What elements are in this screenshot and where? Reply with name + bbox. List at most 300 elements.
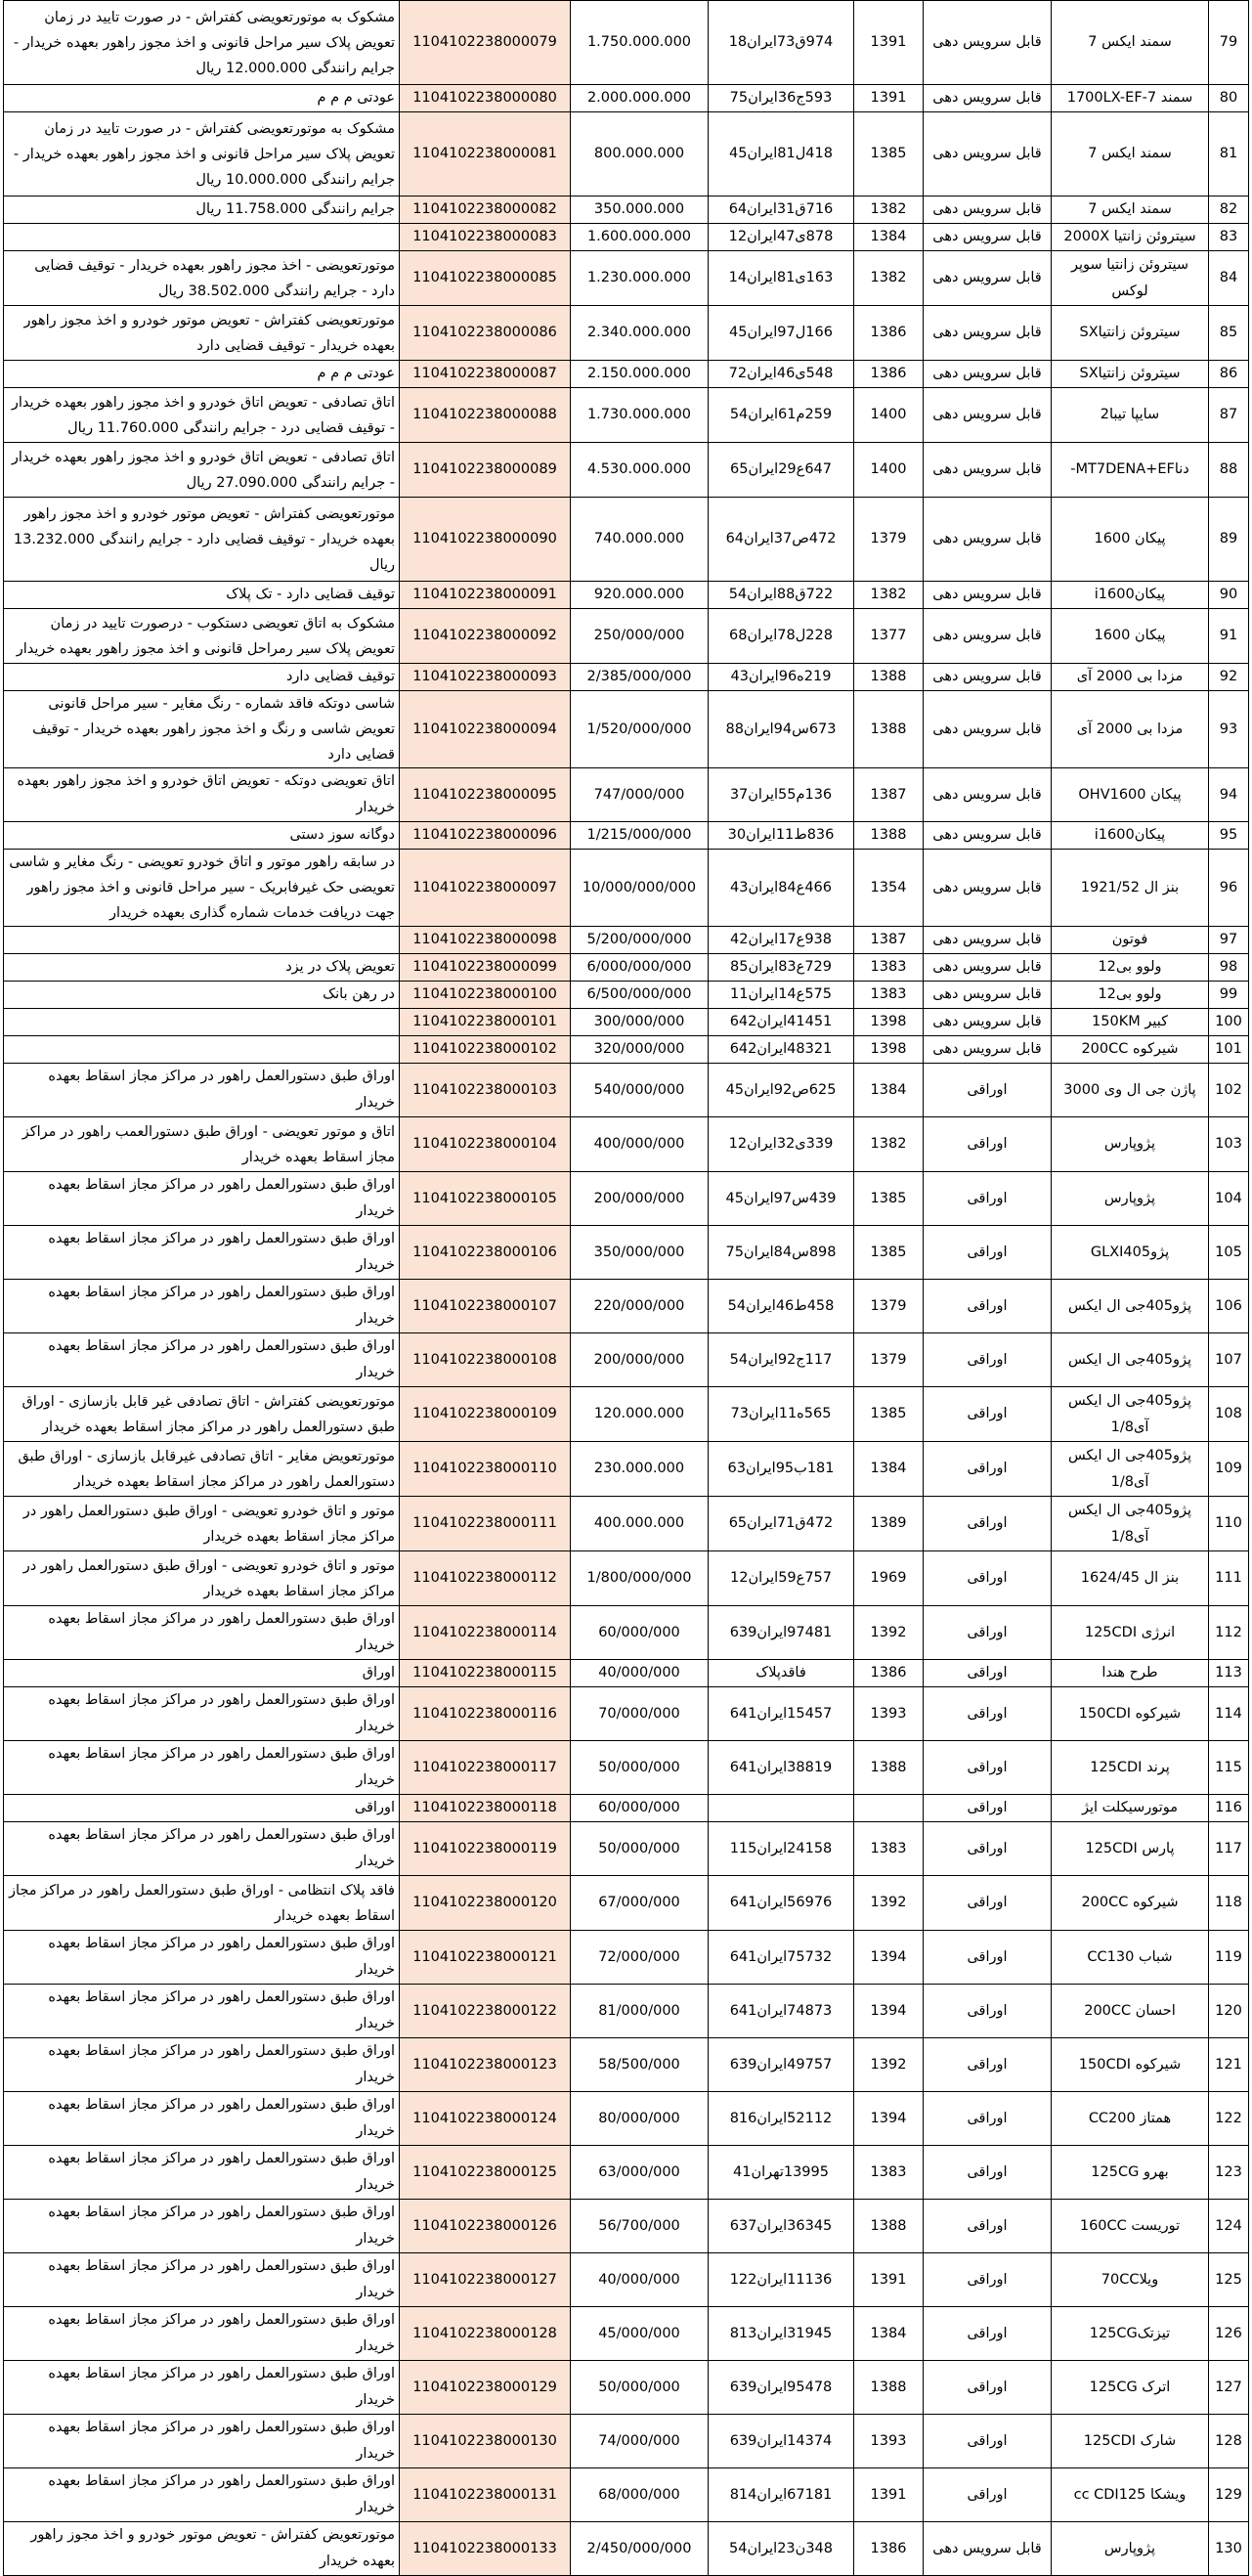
row-number: 98 [1209, 954, 1249, 982]
table-row [4, 1741, 1249, 1795]
vehicle-status: اوراقی [924, 1442, 1052, 1497]
vehicle-name: پاژن جی ال وی 3000 [1052, 1064, 1209, 1117]
model-year: 1384 [854, 2307, 924, 2361]
lot-code: 1104102238000088 [400, 388, 571, 443]
plate-number: 166ل97ایران45 [709, 306, 854, 361]
model-year: 1388 [854, 691, 924, 768]
description: اتاق تصادفی - تعویض اتاق خودرو و اخذ مجوز راهور بعهده خریدار - جرایم رانندگی 27.090.000 ریال [4, 443, 400, 498]
model-year: 1385 [854, 112, 924, 196]
vehicle-status: قابل سرویس دهی [924, 954, 1052, 982]
row-number: 86 [1209, 361, 1249, 388]
vehicle-status: قابل سرویس دهی [924, 850, 1052, 927]
model-year: 1379 [854, 1333, 924, 1387]
model-year: 1391 [854, 2253, 924, 2307]
description: اوراق طبق دستورالعمل راهور در مراکز مجاز اسقاط بعهده خریدار [4, 1741, 400, 1795]
vehicle-status: قابل سرویس دهی [924, 196, 1052, 224]
description: اوراق طبق دستورالعمل راهور در مراکز مجاز اسقاط بعهده خریدار [4, 2253, 400, 2307]
row-number: 124 [1209, 2200, 1249, 2253]
base-price: 74/000/000 [571, 2415, 709, 2468]
model-year: 1384 [854, 224, 924, 251]
base-price: 40/000/000 [571, 2253, 709, 2307]
vehicle-name: پژو405جی ال ایکس آی1/8 [1052, 1387, 1209, 1442]
base-price: 2.340.000.000 [571, 306, 709, 361]
description: موتورتعویض کفتراش - تعویض موتور خودرو و اخذ مجوز راهور بعهده خریدار [4, 2522, 400, 2576]
vehicle-status: قابل سرویس دهی [924, 1009, 1052, 1036]
row-number: 105 [1209, 1226, 1249, 1280]
base-price: 63/000/000 [571, 2146, 709, 2200]
plate-number: 163ی81ایران14 [709, 251, 854, 306]
row-number: 100 [1209, 1009, 1249, 1036]
description: عودتی م م م [4, 85, 400, 112]
lot-code: 1104102238000133 [400, 2522, 571, 2576]
description: تعویض پلاک در یزد [4, 954, 400, 982]
vehicle-status: اوراقی [924, 1660, 1052, 1687]
model-year: 1383 [854, 954, 924, 982]
vehicle-name: سمند ایکس 7 [1052, 112, 1209, 196]
table-row [4, 1551, 1249, 1606]
table-row [4, 927, 1249, 954]
lot-code: 1104102238000129 [400, 2361, 571, 2415]
model-year: 1384 [854, 1442, 924, 1497]
description: موتور و اتاق خودرو تعویضی - اوراق طبق دستورالعمل راهور در مراکز مجاز اسقاط بعهده خریدار [4, 1497, 400, 1551]
model-year: 1388 [854, 2200, 924, 2253]
vehicle-name: بنز ال 1921/52 [1052, 850, 1209, 927]
description: موتورتعویضی کفتراش - اتاق تصادفی غیر قابل بازسازی - اوراق طبق دستورالعمل راهور در مراکز مجاز اسقاط بعهده خریدار [4, 1387, 400, 1442]
lot-code: 1104102238000093 [400, 664, 571, 691]
vehicle-status: اوراقی [924, 1876, 1052, 1931]
table-row [4, 1660, 1249, 1687]
description: اوراقی [4, 1795, 400, 1822]
plate-number: 472ق71ایران65 [709, 1497, 854, 1551]
row-number: 125 [1209, 2253, 1249, 2307]
lot-code: 1104102238000104 [400, 1117, 571, 1172]
plate-number: 41451ایران642 [709, 1009, 854, 1036]
base-price: 747/000/000 [571, 768, 709, 822]
lot-code: 1104102238000117 [400, 1741, 571, 1795]
vehicle-name: سیتروئن زانتیاSX [1052, 361, 1209, 388]
base-price: 1/520/000/000 [571, 691, 709, 768]
row-number: 95 [1209, 822, 1249, 850]
vehicle-name: مزدا بی 2000 آی [1052, 664, 1209, 691]
plate-number: 15457ایران641 [709, 1687, 854, 1741]
base-price: 350.000.000 [571, 196, 709, 224]
table-row [4, 1172, 1249, 1226]
model-year: 1391 [854, 2468, 924, 2522]
vehicle-status: اوراقی [924, 1741, 1052, 1795]
plate-number: 136م55ایران37 [709, 768, 854, 822]
table-row [4, 2522, 1249, 2576]
model-year: 1400 [854, 388, 924, 443]
plate-number: 466ع84ایران43 [709, 850, 854, 927]
base-price: 70/000/000 [571, 1687, 709, 1741]
plate-number: 74873ایران641 [709, 1985, 854, 2038]
plate-number: 647ع29ایران65 [709, 443, 854, 498]
base-price: 350/000/000 [571, 1226, 709, 1280]
vehicle-name: پیکان 1600 [1052, 498, 1209, 582]
row-number: 122 [1209, 2092, 1249, 2146]
vehicle-status: قابل سرویس دهی [924, 112, 1052, 196]
vehicle-name: ویلا70CC [1052, 2253, 1209, 2307]
model-year: 1383 [854, 2146, 924, 2200]
base-price: 50/000/000 [571, 2361, 709, 2415]
base-price: 68/000/000 [571, 2468, 709, 2522]
plate-number: 11136ایران122 [709, 2253, 854, 2307]
row-number: 109 [1209, 1442, 1249, 1497]
vehicle-name: مزدا بی 2000 آی [1052, 691, 1209, 768]
plate-number [709, 1795, 854, 1822]
vehicle-name: طرح هندا [1052, 1660, 1209, 1687]
description: مشکوک به اتاق تعویضی دستکوب - درصورت تایید در زمان تعویض پلاک سیر رمراحل قانونی و اخذ مجوز راهور بعهده خریدار [4, 609, 400, 664]
table-row [4, 112, 1249, 196]
table-row [4, 2468, 1249, 2522]
description: اوراق طبق دستورالعمل راهور در مراکز مجاز اسقاط بعهده خریدار [4, 2200, 400, 2253]
lot-code: 1104102238000080 [400, 85, 571, 112]
lot-code: 1104102238000120 [400, 1876, 571, 1931]
row-number: 110 [1209, 1497, 1249, 1551]
lot-code: 1104102238000079 [400, 1, 571, 85]
lot-code: 1104102238000106 [400, 1226, 571, 1280]
description: مشکوک به موتورتعویضی کفتراش - در صورت تایید در زمان تعویض پلاک سیر مراحل قانونی و اخذ مجوز راهور بعهده خریدار - جرایم رانندگی 10.000.000 ریال [4, 112, 400, 196]
vehicle-name: بنز ال 1624/45 [1052, 1551, 1209, 1606]
description: موتورتعویض مغایر - اتاق تصادفی غیرقابل بازسازی - اوراق طبق دستورالعمل راهور در مراکز مجاز اسقاط بعهده خریدار [4, 1442, 400, 1497]
vehicle-status: اوراقی [924, 1606, 1052, 1660]
model-year: 1385 [854, 1172, 924, 1226]
plate-number: 472ص37ایران64 [709, 498, 854, 582]
base-price: 81/000/000 [571, 1985, 709, 2038]
model-year: 1388 [854, 822, 924, 850]
vehicle-name: پرند 125CDI [1052, 1741, 1209, 1795]
table-row [4, 196, 1249, 224]
plate-number: 75732ایران641 [709, 1931, 854, 1985]
vehicle-name: ولوو بی12 [1052, 954, 1209, 982]
row-number: 127 [1209, 2361, 1249, 2415]
row-number: 117 [1209, 1822, 1249, 1876]
description: مشکوک به موتورتعویضی کفتراش - در صورت تایید در زمان تعویض پلاک سیر مراحل قانونی و اخذ مجوز راهور بعهده خریدار - جرایم رانندگی 12.000.000 ریال [4, 1, 400, 85]
table-row [4, 1795, 1249, 1822]
lot-code: 1104102238000090 [400, 498, 571, 582]
plate-number: 67181ایران814 [709, 2468, 854, 2522]
model-year: 1386 [854, 306, 924, 361]
vehicle-name: پژو405جی ال ایکس آی1/8 [1052, 1442, 1209, 1497]
base-price: 2.150.000.000 [571, 361, 709, 388]
lot-code: 1104102238000131 [400, 2468, 571, 2522]
model-year: 1400 [854, 443, 924, 498]
base-price: 80/000/000 [571, 2092, 709, 2146]
plate-number: 938ع17ایران42 [709, 927, 854, 954]
vehicle-name: پژو405جی ال ایکس آی1/8 [1052, 1497, 1209, 1551]
row-number: 115 [1209, 1741, 1249, 1795]
description: اوراق طبق دستورالعمل راهور در مراکز مجاز اسقاط بعهده خریدار [4, 1931, 400, 1985]
lot-code: 1104102238000083 [400, 224, 571, 251]
plate-number: 716ق31ایران64 [709, 196, 854, 224]
lot-code: 1104102238000099 [400, 954, 571, 982]
vehicle-status: قابل سرویس دهی [924, 664, 1052, 691]
vehicle-status: قابل سرویس دهی [924, 927, 1052, 954]
base-price: 740.000.000 [571, 498, 709, 582]
vehicle-name: همتاز CC200 [1052, 2092, 1209, 2146]
lot-code: 1104102238000122 [400, 1985, 571, 2038]
vehicle-status: اوراقی [924, 2146, 1052, 2200]
description: فاقد پلاک انتظامی - اوراق طبق دستورالعمل راهور در مراکز مجاز اسقاط بعهده خریدار [4, 1876, 400, 1931]
vehicle-status: اوراقی [924, 2092, 1052, 2146]
plate-number: 575ع14ایران11 [709, 982, 854, 1009]
lot-code: 1104102238000111 [400, 1497, 571, 1551]
model-year: 1354 [854, 850, 924, 927]
table-row [4, 1497, 1249, 1551]
base-price: 1/800/000/000 [571, 1551, 709, 1606]
base-price: 200/000/000 [571, 1333, 709, 1387]
row-number: 92 [1209, 664, 1249, 691]
vehicle-name: انرژی 125CDI [1052, 1606, 1209, 1660]
base-price: 230.000.000 [571, 1442, 709, 1497]
plate-number: 49757ایران639 [709, 2038, 854, 2092]
row-number: 121 [1209, 2038, 1249, 2092]
base-price: 10/000/000/000 [571, 850, 709, 927]
vehicle-name: اترک 125CG [1052, 2361, 1209, 2415]
vehicle-status: قابل سرویس دهی [924, 1036, 1052, 1064]
table-row [4, 768, 1249, 822]
model-year: 1377 [854, 609, 924, 664]
model-year: 1398 [854, 1036, 924, 1064]
lot-code: 1104102238000092 [400, 609, 571, 664]
base-price: 60/000/000 [571, 1795, 709, 1822]
base-price: 6/000/000/000 [571, 954, 709, 982]
vehicle-status: اوراقی [924, 1387, 1052, 1442]
plate-number: 458ط46ایران54 [709, 1280, 854, 1333]
table-row [4, 2038, 1249, 2092]
vehicle-status: قابل سرویس دهی [924, 691, 1052, 768]
table-row [4, 224, 1249, 251]
table-row [4, 582, 1249, 609]
description: اوراق طبق دستورالعمل راهور در مراکز مجاز اسقاط بعهده خریدار [4, 1687, 400, 1741]
plate-number: 673س94ایران88 [709, 691, 854, 768]
description [4, 1036, 400, 1064]
table-row [4, 850, 1249, 927]
lot-code: 1104102238000094 [400, 691, 571, 768]
vehicle-status: قابل سرویس دهی [924, 224, 1052, 251]
row-number: 85 [1209, 306, 1249, 361]
table-row [4, 1280, 1249, 1333]
plate-number: 439س97ایران45 [709, 1172, 854, 1226]
row-number: 99 [1209, 982, 1249, 1009]
description [4, 927, 400, 954]
plate-number: 228ل78ایران68 [709, 609, 854, 664]
table-body [4, 1, 1249, 2576]
vehicle-name: توریست 160CC [1052, 2200, 1209, 2253]
table-row [4, 306, 1249, 361]
vehicle-status: اوراقی [924, 1985, 1052, 2038]
row-number: 84 [1209, 251, 1249, 306]
row-number: 126 [1209, 2307, 1249, 2361]
row-number: 123 [1209, 2146, 1249, 2200]
vehicle-status: اوراقی [924, 2200, 1052, 2253]
lot-code: 1104102238000112 [400, 1551, 571, 1606]
table-row [4, 1, 1249, 85]
table-row [4, 1333, 1249, 1387]
lot-code: 1104102238000103 [400, 1064, 571, 1117]
base-price: 2.000.000.000 [571, 85, 709, 112]
model-year: 1389 [854, 1497, 924, 1551]
model-year: 1382 [854, 1117, 924, 1172]
row-number: 88 [1209, 443, 1249, 498]
model-year: 1394 [854, 1985, 924, 2038]
base-price: 540/000/000 [571, 1064, 709, 1117]
row-number: 101 [1209, 1036, 1249, 1064]
description: اوراق طبق دستورالعمل راهور در مراکز مجاز اسقاط بعهده خریدار [4, 2415, 400, 2468]
description: اوراق طبق دستورالعمل راهور در مراکز مجاز اسقاط بعهده خریدار [4, 2361, 400, 2415]
base-price: 2/385/000/000 [571, 664, 709, 691]
vehicle-name: پژوپارس [1052, 2522, 1209, 2576]
description: اوراق طبق دستورالعمل راهور در مراکز مجاز اسقاط بعهده خریدار [4, 1280, 400, 1333]
row-number: 93 [1209, 691, 1249, 768]
model-year: 1384 [854, 1064, 924, 1117]
model-year: 1393 [854, 1687, 924, 1741]
vehicle-name: پژوپارس [1052, 1172, 1209, 1226]
plate-number: 418ل81ایران45 [709, 112, 854, 196]
row-number: 108 [1209, 1387, 1249, 1442]
vehicle-name: سمند 1700LX-EF-7 [1052, 85, 1209, 112]
description: توقیف قضایی دارد [4, 664, 400, 691]
vehicle-name: سیتروئن زانتیاSX [1052, 306, 1209, 361]
table-row [4, 1117, 1249, 1172]
row-number: 103 [1209, 1117, 1249, 1172]
lot-code: 1104102238000105 [400, 1172, 571, 1226]
plate-number: 757ع59ایران12 [709, 1551, 854, 1606]
model-year: 1392 [854, 2038, 924, 2092]
vehicle-status: قابل سرویس دهی [924, 609, 1052, 664]
table-row [4, 388, 1249, 443]
plate-number: 348ن23ایران54 [709, 2522, 854, 2576]
vehicle-name: پیکان 1600 [1052, 609, 1209, 664]
description: اوراق طبق دستورالعمل راهور در مراکز مجاز اسقاط بعهده خریدار [4, 2038, 400, 2092]
table-row [4, 691, 1249, 768]
base-price: 1.750.000.000 [571, 1, 709, 85]
plate-number: 48321ایران642 [709, 1036, 854, 1064]
description: عودتی م م م [4, 361, 400, 388]
description: اتاق تصادفی - تعویض اتاق خودرو و اخذ مجوز راهور بعهده خریدار - توقیف قضایی درد - جرایم رانندگی 11.760.000 ریال [4, 388, 400, 443]
plate-number: 729ع83ایران85 [709, 954, 854, 982]
description: توقیف قضایی دارد - تک پلاک [4, 582, 400, 609]
lot-code: 1104102238000110 [400, 1442, 571, 1497]
description: اوراق طبق دستورالعمل راهور در مراکز مجاز اسقاط بعهده خریدار [4, 1606, 400, 1660]
table-row [4, 2415, 1249, 2468]
plate-number: 181ب95ایران63 [709, 1442, 854, 1497]
base-price: 5/200/000/000 [571, 927, 709, 954]
base-price: 2/450/000/000 [571, 2522, 709, 2576]
base-price: 50/000/000 [571, 1822, 709, 1876]
vehicle-name: پژو405جی ال ایکس [1052, 1333, 1209, 1387]
table-row [4, 2092, 1249, 2146]
description: در رهن بانک [4, 982, 400, 1009]
row-number: 90 [1209, 582, 1249, 609]
table-row [4, 1876, 1249, 1931]
description: در سابقه راهور موتور و اتاق خودرو تعویضی - رنگ مغایر و شاسی تعویضی حک غیرفابریک - سیر مراحل قانونی و اخذ مجوز راهور جهت دریافت خدمات شماره گذاری بعهده خریدار [4, 850, 400, 927]
base-price: 920.000.000 [571, 582, 709, 609]
description: موتورتعویضی - اخذ مجوز راهور بعهده خریدار - توقیف قضایی دارد - جرایم رانندگی 38.502.000 ریال [4, 251, 400, 306]
table-row [4, 443, 1249, 498]
row-number: 83 [1209, 224, 1249, 251]
row-number: 80 [1209, 85, 1249, 112]
model-year: 1391 [854, 1, 924, 85]
plate-number: 974ق73ایران18 [709, 1, 854, 85]
lot-code: 1104102238000124 [400, 2092, 571, 2146]
vehicle-name: شباب CC130 [1052, 1931, 1209, 1985]
table-row [4, 85, 1249, 112]
table-row [4, 1822, 1249, 1876]
vehicle-name: پژوپارس [1052, 1117, 1209, 1172]
lot-code: 1104102238000128 [400, 2307, 571, 2361]
vehicle-status: قابل سرویس دهی [924, 251, 1052, 306]
description: اوراق طبق دستورالعمل راهور در مراکز مجاز اسقاط بعهده خریدار [4, 2146, 400, 2200]
base-price: 50/000/000 [571, 1741, 709, 1795]
lot-code: 1104102238000126 [400, 2200, 571, 2253]
description: اتاق تعویضی دوتکه - تعویض اتاق خودرو و اخذ مجوز راهور بعهده خریدار [4, 768, 400, 822]
vehicle-status: اوراقی [924, 1280, 1052, 1333]
vehicle-name: دناMT7DENA+EF- [1052, 443, 1209, 498]
vehicle-status: قابل سرویس دهی [924, 443, 1052, 498]
table-row [4, 498, 1249, 582]
vehicle-status: قابل سرویس دهی [924, 361, 1052, 388]
model-year: 1379 [854, 1280, 924, 1333]
base-price: 58/500/000 [571, 2038, 709, 2092]
base-price: 300/000/000 [571, 1009, 709, 1036]
base-price: 320/000/000 [571, 1036, 709, 1064]
description: موتورتعویضی کفتراش - تعویض موتور خودرو و اخذ مجوز راهور بعهده خریدار - توقیف قضایی دارد [4, 306, 400, 361]
lot-code: 1104102238000085 [400, 251, 571, 306]
plate-number: 97481ایران639 [709, 1606, 854, 1660]
vehicle-name: سیتروئن زانتیا 2000X [1052, 224, 1209, 251]
vehicle-name: سیتروئن زانتیا سوپر لوکس [1052, 251, 1209, 306]
model-year: 1382 [854, 582, 924, 609]
vehicle-status: اوراقی [924, 2468, 1052, 2522]
model-year: 1388 [854, 2361, 924, 2415]
model-year: 1382 [854, 196, 924, 224]
lot-code: 1104102238000107 [400, 1280, 571, 1333]
lot-code: 1104102238000098 [400, 927, 571, 954]
vehicle-status: قابل سرویس دهی [924, 822, 1052, 850]
lot-code: 1104102238000118 [400, 1795, 571, 1822]
model-year: 1386 [854, 2522, 924, 2576]
model-year: 1387 [854, 768, 924, 822]
vehicle-name: پیکانi1600 [1052, 582, 1209, 609]
description [4, 224, 400, 251]
table-row [4, 1226, 1249, 1280]
base-price: 800.000.000 [571, 112, 709, 196]
model-year: 1388 [854, 1741, 924, 1795]
model-year: 1379 [854, 498, 924, 582]
plate-number: 117ج92ایران54 [709, 1333, 854, 1387]
base-price: 1/215/000/000 [571, 822, 709, 850]
model-year: 1385 [854, 1226, 924, 1280]
table-row [4, 1387, 1249, 1442]
row-number: 107 [1209, 1333, 1249, 1387]
description: موتورتعویضی کفتراش - تعویض موتور خودرو و اخذ مجوز راهور بعهده خریدار - توقیف قضایی دارد - جرایم رانندگی 13.232.000 ریال [4, 498, 400, 582]
table-row [4, 1985, 1249, 2038]
model-year: 1394 [854, 1931, 924, 1985]
description: اوراق طبق دستورالعمل راهور در مراکز مجاز اسقاط بعهده خریدار [4, 1985, 400, 2038]
base-price: 400/000/000 [571, 1117, 709, 1172]
model-year: 1393 [854, 2415, 924, 2468]
lot-code: 1104102238000089 [400, 443, 571, 498]
model-year: 1386 [854, 361, 924, 388]
vehicle-status: اوراقی [924, 1795, 1052, 1822]
vehicle-auction-table [3, 0, 1249, 2576]
description: اوراق طبق دستورالعمل راهور در مراکز مجاز اسقاط بعهده خریدار [4, 1333, 400, 1387]
vehicle-name: پارس 125CDI [1052, 1822, 1209, 1876]
description: اوراق طبق دستورالعمل راهور در مراکز مجاز اسقاط بعهده خریدار [4, 2307, 400, 2361]
description: اتاق و موتور تعویضی - اوراق طبق دستورالعمب راهور در مراکز مجاز اسقاط بعهده خریدار [4, 1117, 400, 1172]
row-number: 120 [1209, 1985, 1249, 2038]
